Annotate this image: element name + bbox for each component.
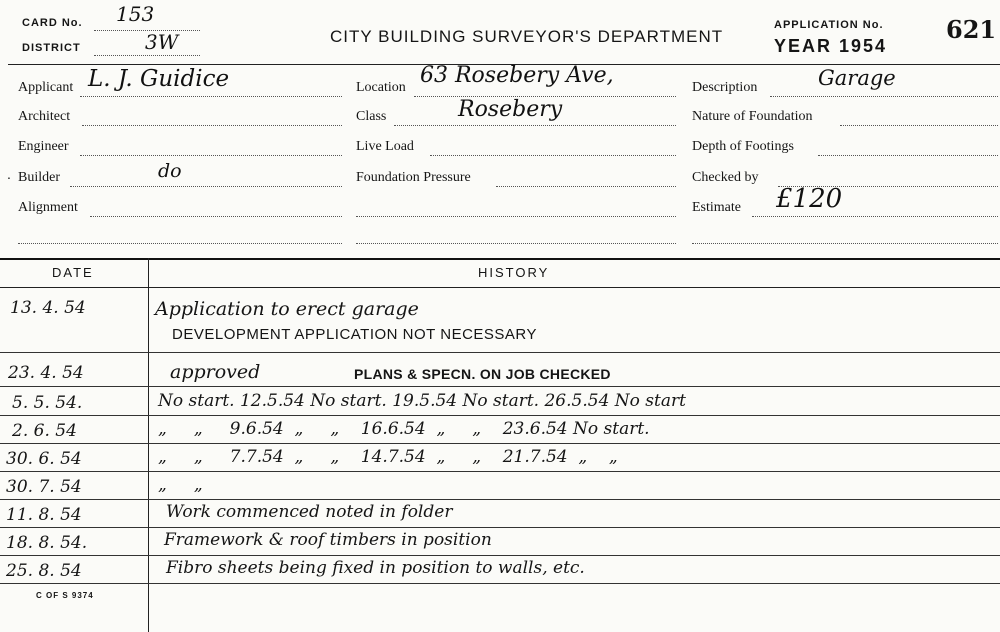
row-rule <box>0 555 1000 556</box>
depth-of-footings-label: Depth of Footings <box>692 139 794 154</box>
row-rule <box>0 386 1000 387</box>
live-load-rule <box>430 155 676 156</box>
extra-rule-left <box>18 243 342 244</box>
nature-of-foundation-label: Nature of Foundation <box>692 109 813 124</box>
row-entry: approved <box>170 361 261 383</box>
depth-of-footings-rule <box>818 155 998 156</box>
nature-of-foundation-rule <box>840 125 998 126</box>
class-label: Class <box>356 109 387 124</box>
row-date: 18. 8. 54. <box>6 533 88 553</box>
builder-value: do <box>158 160 182 182</box>
engineer-rule <box>80 155 342 156</box>
location-label: Location <box>356 80 406 95</box>
alignment-label: Alignment <box>18 200 78 215</box>
table-top-border <box>0 258 1000 260</box>
row-entry: „ „ 7.7.54 „ „ 14.7.54 „ „ 21.7.54 „ „ <box>158 447 618 467</box>
foundation-pressure-label: Foundation Pressure <box>356 170 471 185</box>
application-no-value: 621 <box>946 15 997 44</box>
row-date: 25. 8. 54 <box>6 561 82 581</box>
row-entry: No start. 12.5.54 No start. 19.5.54 No start. 26.5.54 No start <box>158 391 686 411</box>
district-label: DISTRICT <box>22 42 81 54</box>
plans-checked-stamp: PLANS & SPECN. ON JOB CHECKED <box>354 366 611 382</box>
history-column-header: HISTORY <box>478 265 550 280</box>
row-rule <box>0 527 1000 528</box>
row-entry: Fibro sheets being fixed in position to walls, etc. <box>166 558 585 578</box>
engineer-label: Engineer <box>18 139 69 154</box>
table-header-border <box>0 287 1000 288</box>
row-entry: Framework & roof timbers in position <box>164 530 492 550</box>
row-entry: Work commenced noted in folder <box>166 502 453 522</box>
date-column-header: DATE <box>52 265 94 280</box>
location-value: 63 Rosebery Ave, <box>420 63 614 88</box>
card-no-value: 153 <box>116 2 155 26</box>
location-value-line2: Rosebery <box>458 97 563 122</box>
row-rule <box>0 415 1000 416</box>
row-entry: „ „ 9.6.54 „ „ 16.6.54 „ „ 23.6.54 No start. <box>158 419 650 439</box>
card-no-label: CARD No. <box>22 17 83 29</box>
architect-label: Architect <box>18 109 71 124</box>
application-no-label: APPLICATION No. <box>774 19 884 31</box>
department-title: CITY BUILDING SURVEYOR'S DEPARTMENT <box>330 27 724 46</box>
district-value: 3W <box>145 30 179 54</box>
date-column-divider <box>148 258 149 632</box>
estimate-label: Estimate <box>692 200 741 215</box>
row-date: 30. 7. 54 <box>6 477 82 497</box>
estimate-value: £120 <box>776 184 843 214</box>
row-date: 23. 4. 54 <box>8 363 84 383</box>
live-load-label: Live Load <box>356 139 414 154</box>
applicant-value: L. J. Guidice <box>88 66 230 92</box>
alignment-rule <box>90 216 342 217</box>
form-code: C OF S 9374 <box>36 591 94 600</box>
builder-rule <box>70 186 342 187</box>
row-rule <box>0 352 1000 353</box>
row-rule <box>0 443 1000 444</box>
applicant-rule <box>80 96 342 97</box>
description-rule <box>770 96 998 97</box>
class-rule <box>394 125 676 126</box>
year-label: YEAR 1954 <box>774 36 888 56</box>
architect-rule <box>82 125 342 126</box>
extra-rule-middle-1 <box>356 216 676 217</box>
district-rule <box>94 55 200 56</box>
foundation-pressure-rule <box>496 186 676 187</box>
extra-rule-right <box>692 243 998 244</box>
estimate-rule <box>752 216 998 217</box>
builder-label: Builder <box>18 170 60 185</box>
row-date: 30. 6. 54 <box>6 449 82 469</box>
description-value: Garage <box>818 66 896 90</box>
row-entry: Application to erect garage <box>155 298 419 320</box>
row-date: 2. 6. 54 <box>12 421 77 441</box>
checked-by-label: Checked by <box>692 170 759 185</box>
development-application-stamp: DEVELOPMENT APPLICATION NOT NECESSARY <box>172 326 537 343</box>
bullet-mark: . <box>7 166 11 182</box>
extra-rule-middle-2 <box>356 243 676 244</box>
description-label: Description <box>692 80 758 95</box>
row-date: 13. 4. 54 <box>10 298 86 318</box>
applicant-label: Applicant <box>18 80 74 95</box>
row-rule <box>0 471 1000 472</box>
row-entry: „ „ <box>158 475 203 495</box>
row-date: 5. 5. 54. <box>12 393 83 413</box>
row-rule <box>0 499 1000 500</box>
row-rule <box>0 583 1000 584</box>
row-date: 11. 8. 54 <box>6 505 82 525</box>
